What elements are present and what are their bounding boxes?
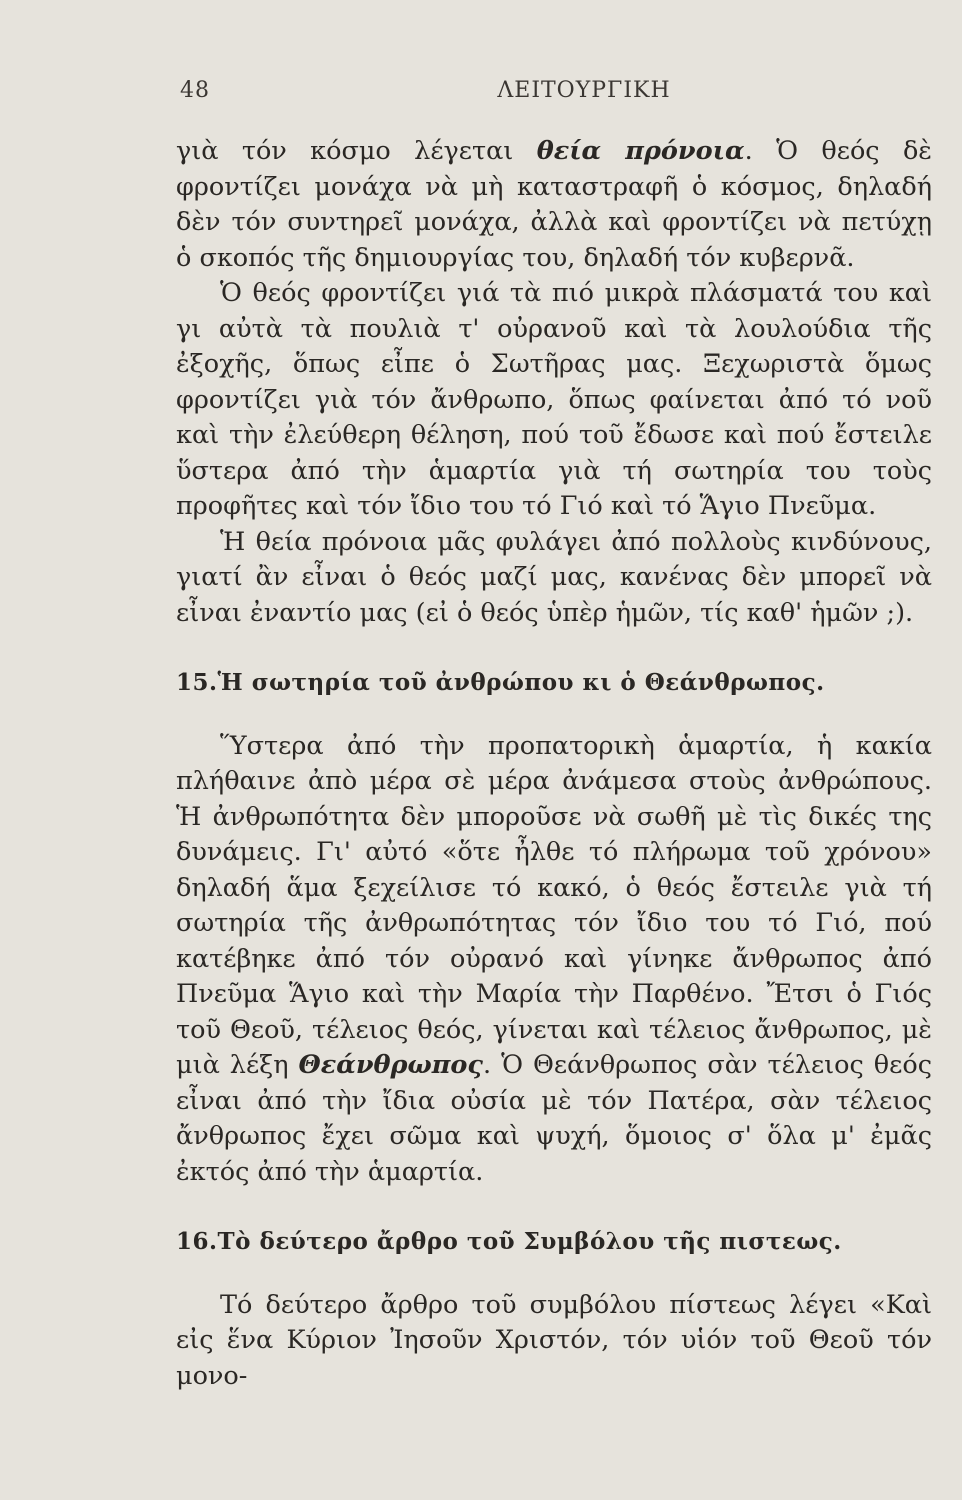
emphasized-term: θεία πρόνοια [536, 136, 745, 166]
paragraph-text: Ἡ θεία πρόνοια μᾶς φυλάγει ἀπό πολλοὺς κινδύνους, γιατί ἂν εἶναι ὁ θεός μαζί μας, κανένας δὲν μπορεῖ νὰ εἶναι ἐναντίο μας (εἰ ὁ θεός ὑπὲρ ἡμῶν, τίς καθ' ἡμῶν ;). [176, 526, 932, 628]
paragraph-text: γιὰ τόν κόσμο λέγεται [176, 136, 537, 166]
section-number: 16. [176, 1228, 218, 1255]
paragraph-divine-providence-continued [176, 134, 932, 276]
section-title: Τὸ δεύτερο ἄρθρο τοῦ Συμβόλου τῆς πιστεως. [217, 1228, 842, 1255]
paragraph-god-cares [176, 276, 932, 525]
section-heading-16 [176, 1224, 932, 1260]
section-heading-15 [176, 665, 932, 701]
paragraph-salvation [176, 729, 932, 1191]
page-body [176, 134, 932, 1394]
paragraph-text: Ὕστερα ἀπό τὴν προπατορικὴ ἁμαρτία, ἡ κακία πλήθαινε ἀπὸ μέρα σὲ μέρα ἀνάμεσα στοὺς ἀνθρώπους. Ἡ ἀνθρωπότητα δὲν μποροῦσε νὰ σωθῆ μὲ τὶς δικές της δυνάμεις. Γι' αὐτό «ὅτε ἦλθε τό πλήρωμα τοῦ χρόνου» δηλαδή ἅμα ξεχείλισε τό κακό, ὁ θεός ἔστειλε γιὰ τή σωτηρία τῆς ἀνθρωπότητας τόν ἴδιο του τό Γιό, πού κατέβηκε ἀπό τόν οὐρανό καὶ γίνηκε ἄνθρωπος ἀπό Πνεῦμα Ἅγιο καὶ τὴν Μαρία τὴν Παρθένο. Ἔτσι ὁ Γιός τοῦ Θεοῦ, τέλειος θεός, γίνεται καὶ τέλειος ἄνθρωπος, μὲ μιὰ λέξη [176, 730, 932, 1080]
running-title: ΛΕΙΤΟΥΡΓΙΚΗ [497, 78, 671, 103]
paragraph-text: . Ὁ Θεάνθρωπος σὰν τέλειος θεός εἶναι ἀπό τὴν ἴδια οὐσία μὲ τόν Πατέρα, σὰν τέλειος ἄνθρωπος ἔχει σῶμα καὶ ψυχή, ὅμοιος σ' ὅλα μ' ἐμᾶς ἐκτός ἀπό τὴν ἁμαρτία. [176, 1050, 932, 1187]
paragraph-text: . Ὁ θεός δὲ φροντίζει μονάχα νὰ μὴ καταστραφῆ ὁ κόσμος, δηλαδή δὲν τόν συντηρεῖ μονάχα, ἀλλὰ καὶ φροντίζει νὰ πετύχῃ ὁ σκοπός τῆς δημιουργίας του, δηλαδή τόν κυβερνᾶ. [176, 136, 932, 273]
paragraph-text: Ὁ θεός φροντίζει γιά τὰ πιό μικρὰ πλάσματά του καὶ γι αὐτὰ τὰ πουλιὰ τ' οὐρανοῦ καὶ τὰ λουλούδια τῆς ἐξοχῆς, ὅπως εἶπε ὁ Σωτῆρας μας. Ξεχωριστὰ ὅμως φροντίζει γιὰ τόν ἄνθρωπο, ὅπως φαίνεται ἀπό τό νοῦ καὶ τὴν ἐλεύθερη θέληση, πού τοῦ ἔδωσε καὶ πού ἔστειλε ὕστερα ἀπό τὴν ἁμαρτία γιὰ τή σωτηρία του τοὺς προφῆτες καὶ τόν ἴδιο του τό Γιό καὶ τό Ἅγιο Πνεῦμα. [176, 278, 932, 521]
page-number: 48 [180, 78, 210, 103]
emphasized-term: Θεάνθρωπος [298, 1050, 483, 1080]
section-number: 15. [176, 669, 218, 696]
running-header [176, 78, 932, 118]
paragraph-providence-protects [176, 525, 932, 632]
paragraph-second-article [176, 1288, 932, 1395]
section-title: Ἡ σωτηρία τοῦ ἀνθρώπου κι ὁ Θεάνθρωπος. [217, 669, 825, 696]
paragraph-text: Τό δεύτερο ἄρθρο τοῦ συμβόλου πίστεως λέγει «Καὶ εἰς ἕνα Κύριον Ἰησοῦν Χριστόν, τόν υἱόν τοῦ Θεοῦ τόν μονο- [176, 1289, 932, 1391]
